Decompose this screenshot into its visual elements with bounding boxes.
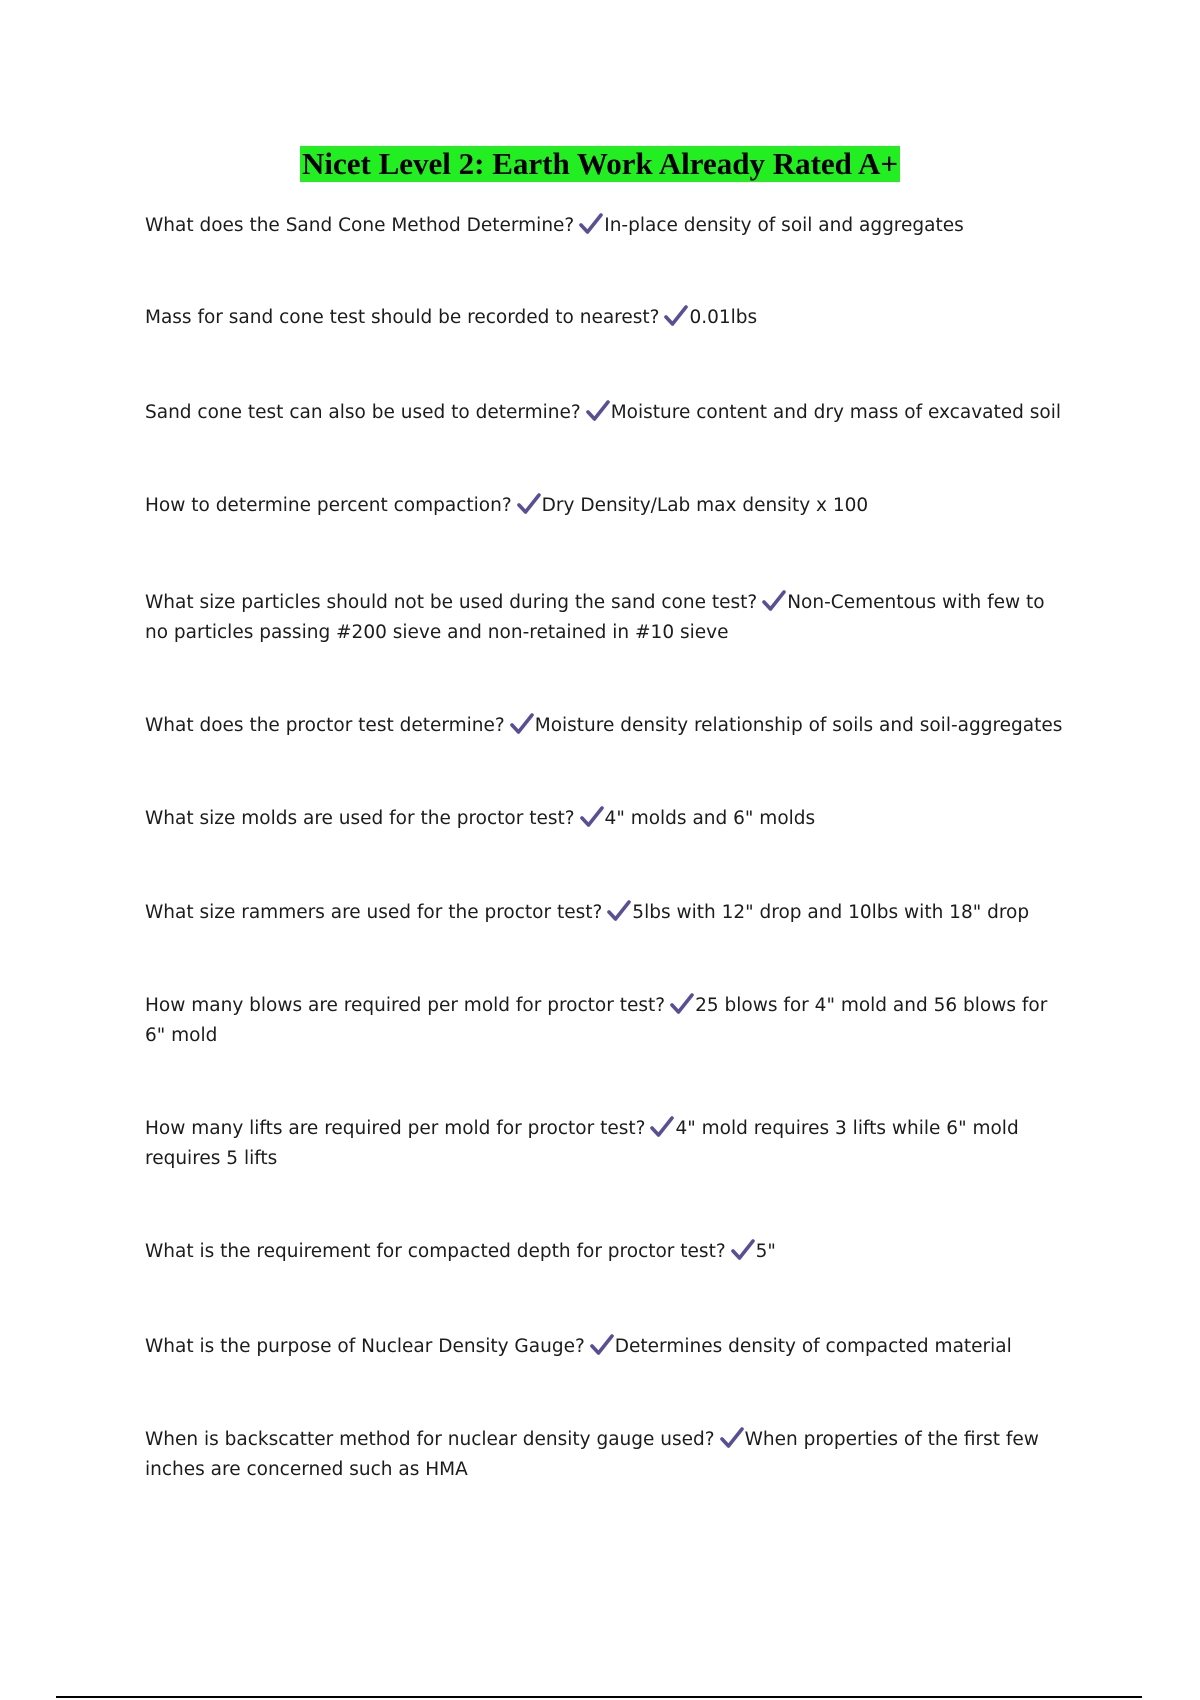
qa-item [145,303,1065,333]
question-text: Sand cone test can also be used to determine? [145,402,581,423]
checkmark-icon [590,1334,614,1356]
answer-text: Dry Density/Lab max density x 100 [541,495,869,516]
answer-text: 5" [755,1241,776,1262]
document-title: Nicet Level 2: Earth Work Already Rated A+ [302,146,898,181]
title-container [0,146,1200,182]
checkmark-icon [607,900,631,922]
qa-item [145,804,1065,834]
question-text: Mass for sand cone test should be recorded to nearest? [145,307,660,328]
checkmark-icon [650,1116,674,1138]
question-text: How to determine percent compaction? [145,495,512,516]
checkmark-icon [670,993,694,1015]
qa-item [145,491,1065,521]
answer-text: Non-Cementous with few to no particles passing #200 sieve and non-retained in #10 sieve [145,592,1045,643]
checkmark-icon [579,213,603,235]
qa-item [145,1237,1065,1267]
footer-divider [56,1696,1142,1698]
answer-text: In-place density of soil and aggregates [604,215,964,236]
question-text: What does the proctor test determine? [145,715,505,736]
answer-text: Moisture density relationship of soils and soil-aggregates [534,715,1063,736]
checkmark-icon [720,1427,744,1449]
qa-item [145,898,1065,928]
answer-text: 4" mold requires 3 lifts while 6" mold requires 5 lifts [145,1118,1019,1169]
checkmark-icon [731,1239,755,1261]
answer-text: Determines density of compacted material [614,1336,1012,1357]
question-text: What size rammers are used for the proctor test? [145,902,603,923]
checkmark-icon [664,305,688,327]
checkmark-icon [580,806,604,828]
question-text: What is the requirement for compacted depth for proctor test? [145,1241,726,1262]
qa-item [145,1425,1065,1485]
question-text: What size molds are used for the proctor test? [145,808,575,829]
qa-item [145,1332,1065,1362]
answer-text: 4" molds and 6" molds [604,808,816,829]
question-text: How many blows are required per mold for proctor test? [145,995,666,1016]
question-text: When is backscatter method for nuclear density gauge used? [145,1429,715,1450]
answer-text: 0.01lbs [689,307,758,328]
checkmark-icon [762,590,786,612]
answer-text: 5lbs with 12" drop and 10lbs with 18" drop [632,902,1030,923]
qa-item [145,211,1065,241]
qa-item [145,711,1065,741]
answer-text: When properties of the first few inches are concerned such as HMA [145,1429,1039,1480]
qa-item [145,588,1065,648]
qa-item [145,398,1065,428]
question-text: What is the purpose of Nuclear Density Gauge? [145,1336,585,1357]
answer-text: Moisture content and dry mass of excavated soil [610,402,1061,423]
checkmark-icon [510,713,534,735]
question-text: What size particles should not be used during the sand cone test? [145,592,758,613]
checkmark-icon [586,400,610,422]
question-text: What does the Sand Cone Method Determine? [145,215,575,236]
answer-text: 25 blows for 4" mold and 56 blows for 6" mold [145,995,1048,1046]
qa-item [145,1114,1065,1174]
question-text: How many lifts are required per mold for proctor test? [145,1118,646,1139]
checkmark-icon [517,493,541,515]
qa-item [145,991,1065,1051]
